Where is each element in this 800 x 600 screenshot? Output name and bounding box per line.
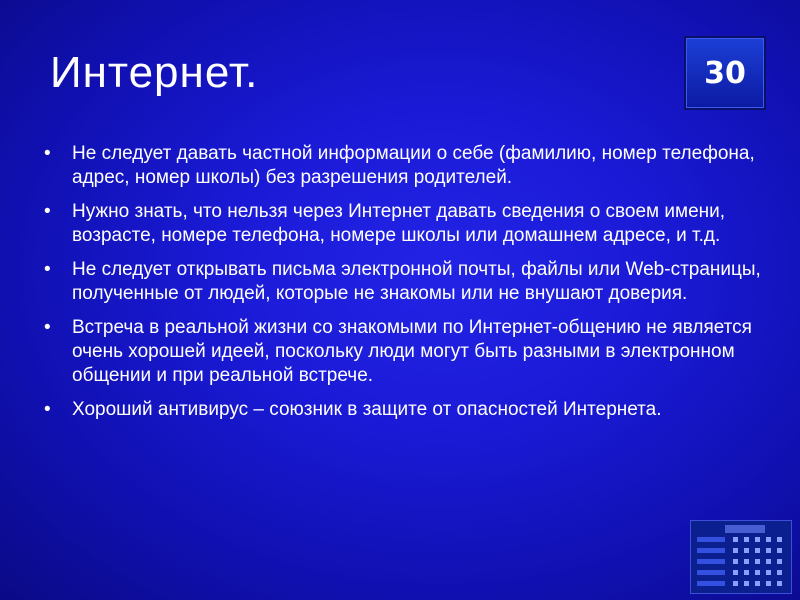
thumbnail-row xyxy=(697,548,785,554)
thumbnail-header xyxy=(725,525,765,533)
slide-title: Интернет. xyxy=(50,48,259,97)
bullet-item xyxy=(44,200,764,248)
bullet-item xyxy=(44,398,764,422)
bullet-text: Не следует давать частной информации о себе (фамилию, номер телефона, адрес, номер школы) без разрешения родителей. xyxy=(72,143,755,188)
thumbnail-row xyxy=(697,559,785,565)
bullet-dot-icon: • xyxy=(44,201,51,222)
bullet-item xyxy=(44,316,764,388)
bullet-text: Хороший антивирус – союзник в защите от опасностей Интернета. xyxy=(72,399,662,420)
bullet-text: Нужно знать, что нельзя через Интернет давать сведения о своем имени, возрасте, номере телефона, номере школы или домашнем адресе, и т.д. xyxy=(72,201,726,246)
bullet-item xyxy=(44,258,764,306)
bullet-text: Встреча в реальной жизни со знакомыми по Интернет-общению не является очень хорошей идеей, поскольку люди могут быть разными в электронном общении и при реальной встрече. xyxy=(72,317,752,386)
bullet-dot-icon: • xyxy=(44,317,51,338)
bullet-dot-icon: • xyxy=(44,143,51,164)
game-board-thumbnail-icon[interactable] xyxy=(690,520,792,594)
thumbnail-row xyxy=(697,570,785,576)
bullet-text: Не следует открывать письма электронной почты, файлы или Web-страницы, полученные от людей, которые не знакомы или не внушают доверия. xyxy=(72,259,761,304)
bullet-item xyxy=(44,142,764,190)
bullet-list xyxy=(44,142,764,432)
thumbnail-row xyxy=(697,581,785,587)
thumbnail-row xyxy=(697,537,785,543)
points-badge[interactable]: 30 xyxy=(684,36,766,110)
bullet-dot-icon: • xyxy=(44,399,51,420)
bullet-dot-icon: • xyxy=(44,259,51,280)
